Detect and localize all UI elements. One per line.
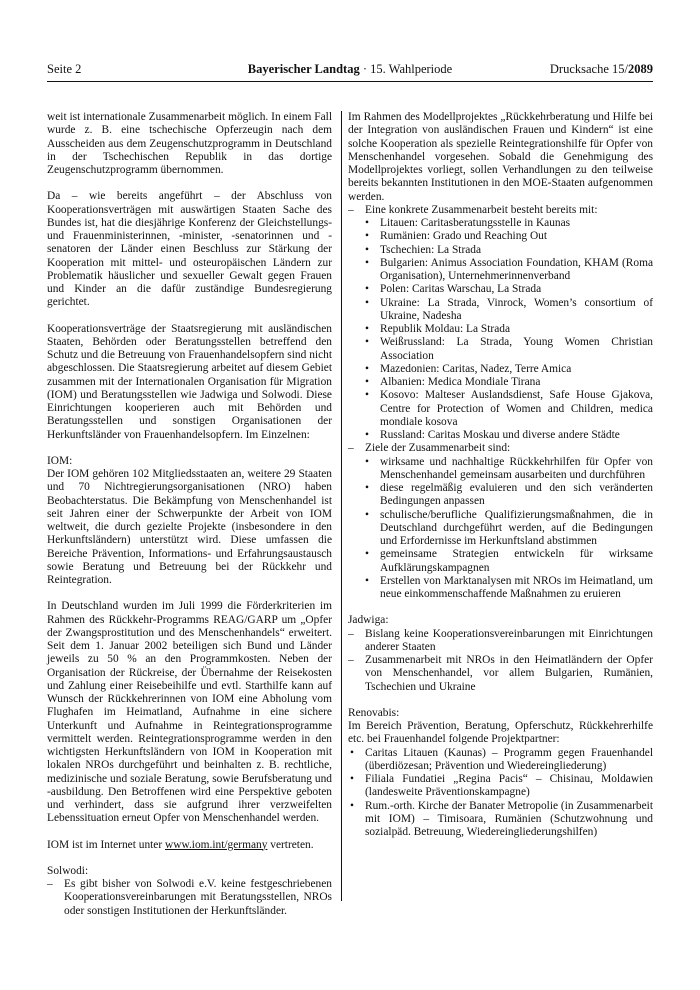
- print-prefix: Drucksache 15/: [549, 62, 628, 76]
- page-number: Seite 2: [47, 62, 82, 76]
- section-heading-jadwiga: Jadwiga:: [348, 614, 389, 627]
- list-item: • Polen: Caritas Warschau, La Strada: [348, 283, 653, 296]
- header-separator: ·: [362, 62, 367, 76]
- spacer: [348, 694, 653, 707]
- list-item: • schulische/berufliche Qualifizierungsmaßnahmen, die in Deutschland durchgeführt werden, auf die Bedingungen und Erfordernisse im Herkunftsland abstimmen: [348, 509, 653, 549]
- paragraph: [47, 839, 332, 852]
- paragraph: Kooperationsverträge der Staatsregierung mit ausländischen Staaten, Behörden oder Beratungsstellen betreffend den Schutz und die Betreuung von Frauenhandelsopfern sind nicht abgeschlossen. Die Staatsregierung arbeitet auf diesem Gebiet zusammen mit der Internationalen Organisation für Migration (IOM) und Beratungsstellen wie Jadwiga und Solwodi. Diese Einrichtungen kooperieren auch mit Behörden und Beratungsstellen und sonstigen Organisationen der Herkunftsländer von Frauenhandelsopfern. Im Einzelnen:: [47, 322, 332, 441]
- print-number: 2089: [628, 62, 653, 76]
- dash-item: – Es gibt bisher von Solwodi e.V. keine festgeschriebenen Kooperationsvereinbarungen mit Beratungsstellen, NROs oder sonstigen Institutionen der Herkunftsländer.: [47, 878, 332, 918]
- legislative-period: 15. Wahlperiode: [370, 62, 453, 76]
- spacer: [348, 601, 653, 614]
- paragraph: Im Rahmen des Modellprojektes „Rückkehrberatung und Hilfe bei der Integration von ausländischen Frauen und Kindern“ ist eine solche Kooperation als spezielle Reintegrationshilfe für Opfer von Menschenhandel vorgesehen. Sobald die Genehmigung des Modellprojektes vorliegt, sollen Verhandlungen zu den teilweise bereits bekannten Institutionen in den MOE-Staaten aufgenommen werden.: [348, 111, 653, 203]
- parliament-name: Bayerischer Landtag: [247, 62, 360, 76]
- list-item: • Weißrussland: La Strada, Young Women Christian Association: [348, 336, 653, 363]
- list-item: • Albanien: Medica Mondiale Tirana: [348, 376, 653, 389]
- list-item: • Rum.-orth. Kirche der Banater Metropolie (in Zusammenarbeit mit IOM) – Timisoara, Rumänien (Schutzwohnung und sozialpäd. Betreuung, Wiedereingliederungshilfen): [348, 800, 653, 840]
- section-heading-solwodi: Solwodi:: [47, 864, 89, 877]
- print-reference: [550, 62, 653, 77]
- text: vertreten.: [267, 838, 314, 851]
- paragraph: weit ist internationale Zusammenarbeit möglich. In einem Fall wurde z. B. eine tschechische Opferzeugin nach dem Ausscheiden aus dem Zeugenschutzprogramm in Deutschland in der Tschechischen Republik in das dortige Zeugenschutzprogramm übernommen.: [47, 111, 332, 176]
- right-column: [348, 111, 653, 839]
- paragraph: Der IOM gehören 102 Mitgliedsstaaten an, weitere 29 Staaten und 70 Nichtregierungsorganisationen (NRO) haben Beobachterstatus. Die Bekämpfung von Menschenhandel ist seit Jahren einer der Schwerpunkte der Arbeit von IOM weltweit, die durch gezielte Projekte (insbesondere in den Herkunftsländern) unterstützt wird. Diese umfassen die Bereiche Prävention, Informations- und Erfahrungsaustausch sowie Beratung und Betreuung bei der Rückkehr und Reintegration.: [47, 468, 332, 586]
- list-item: • Kosovo: Malteser Auslandsdienst, Safe House Gjakova, Centre for Protection of Women and Children, medica mondiale kosova: [348, 389, 653, 429]
- dash-item: – Zusammenarbeit mit NROs in den Heimatländern der Opfer von Menschenhandel, vor allem Bulgarien, Rumänien, Tschechien und Ukraine: [348, 654, 653, 694]
- dash-item: – Eine konkrete Zusammenarbeit besteht bereits mit:: [348, 204, 653, 217]
- list-item: • Caritas Litauen (Kaunas) – Programm gegen Frauenhandel (überdiözesan; Prävention und Wiedereingliederung): [348, 747, 653, 774]
- section-heading-iom: IOM:: [47, 454, 73, 467]
- paragraph: Im Bereich Prävention, Beratung, Opferschutz, Rückkehrerhilfe etc. bei Frauenhandel folgende Projektpartner:: [348, 720, 653, 746]
- list-item: • Bulgarien: Animus Association Foundation, KHAM (Roma Organisation), Unternehmerinnenverband: [348, 257, 653, 284]
- list-item: • Mazedonien: Caritas, Nadez, Terre Amica: [348, 363, 653, 376]
- paragraph: Da – wie bereits angeführt – der Abschluss von Kooperationsverträgen mit auswärtigen Staaten Sache des Bundes ist, hat die diesjährige Konferenz der Gleichstellungs- und Frauenministerinnen, -minister, -senatorinnen und -senatoren der Länder einen Beschluss zur Stärkung der Kooperation mit mittel- und osteuropäischen Ländern zur Problematik häuslicher und sexueller Gewalt gegen Frauen und Kinder an die dafür zuständige Bundesregierung gerichtet.: [47, 190, 332, 309]
- left-column: [47, 111, 332, 918]
- list-item: • Russland: Caritas Moskau und diverse andere Städte: [348, 429, 653, 442]
- paragraph: In Deutschland wurden im Juli 1999 die Förderkriterien im Rahmen des Rückkehr-Programms REAG/GARP um „Opfer der Zwangsprostitution und des Menschenhandels“ erweitert. Seit dem 1. Januar 2002 beteiligen sich Bund und Länder jeweils zu 50 % an den Programmkosten. Neben der Organisation der Rückreise, der Übernahme der Reisekosten und Zahlung einer Reisebeihilfe und evtl. Starthilfe kann auf Wunsch der Rückkehrerinnen von IOM eine Abholung vom Flughafen im Heimatland, Aufnahme in eine sichere Unterkunft und Aufnahme in Reintegrationsprogramme vermittelt werden. Reintegrationsprogramme werden in den wichtigsten Herkunftsländern von IOM in Kooperation mit lokalen NROs durchgeführt und beinhalten z. B. rechtliche, medizinische und soziale Beratung, sowie Berufsberatung und -ausbildung. Den Betroffenen wird eine Perspektive geboten und verhindert, dass sie aufgrund ihrer verzweifelten Lebenssituation erneut Opfer von Menschenhandel werden.: [47, 600, 332, 825]
- list-item: • wirksame und nachhaltige Rückkehrhilfen für Opfer von Menschenhandel gemeinsam ausarbeiten und durchführen: [348, 456, 653, 483]
- list-item: • Republik Moldau: La Strada: [348, 323, 653, 336]
- list-item: • Filiala Fundatiei „Regina Pacis“ – Chisinau, Moldawien (landesweite Präventionskampagne): [348, 773, 653, 800]
- iom-website-link[interactable]: www.iom.int/germany: [165, 838, 268, 851]
- section-heading-renovabis: Renovabis:: [348, 706, 400, 719]
- list-item: • Erstellen von Marktanalysen mit NROs im Heimatland, um neue einkommenschaffende Maßnahmen zu eruieren: [348, 575, 653, 602]
- list-item: • Rumänien: Grado und Reaching Out: [348, 230, 653, 243]
- list-item: • gemeinsame Strategien entwickeln für wirksame Aufklärungskampagnen: [348, 548, 653, 575]
- header-rule: [47, 81, 653, 82]
- text: IOM ist im Internet unter: [47, 838, 165, 851]
- column-divider: [341, 111, 342, 901]
- list-item: • diese regelmäßig evaluieren und den sich veränderten Bedingungen anpassen: [348, 482, 653, 509]
- dash-item: – Bislang keine Kooperationsvereinbarungen mit Einrichtungen anderer Staaten: [348, 628, 653, 655]
- list-item: • Litauen: Caritasberatungsstelle in Kaunas: [348, 217, 653, 230]
- list-item: • Ukraine: La Strada, Vinrock, Women’s consortium of Ukraine, Nadesha: [348, 297, 653, 324]
- dash-item: – Ziele der Zusammenarbeit sind:: [348, 442, 653, 455]
- list-item: • Tschechien: La Strada: [348, 244, 653, 257]
